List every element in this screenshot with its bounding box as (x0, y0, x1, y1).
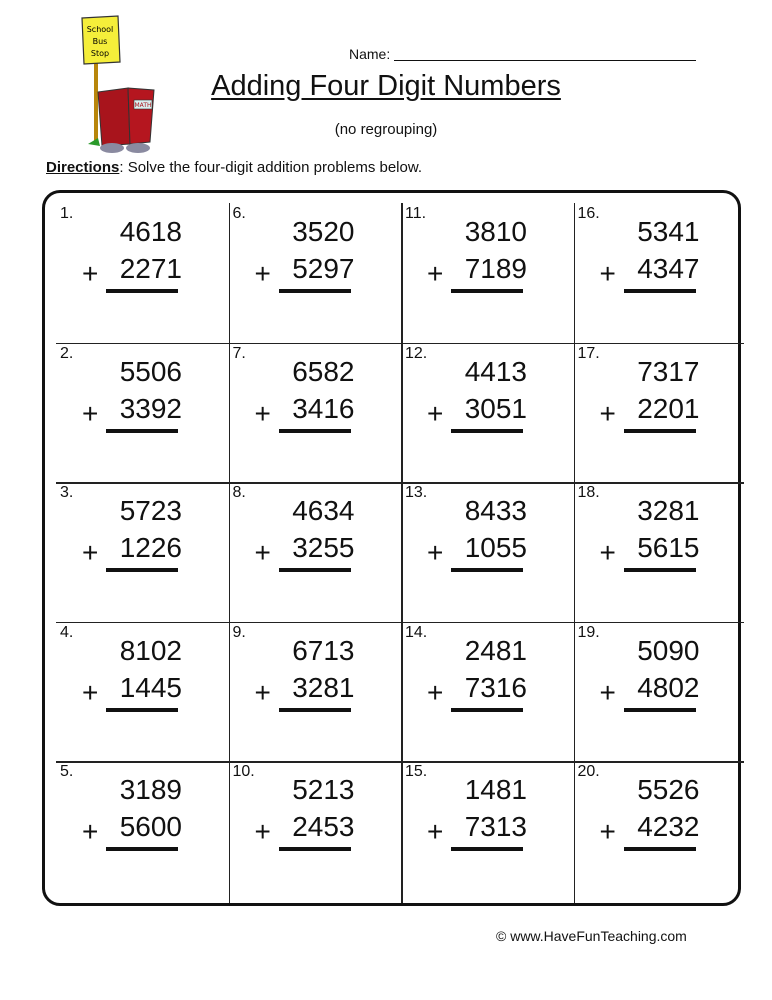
page-subtitle: (no regrouping) (334, 121, 438, 138)
plus-sign: + (254, 537, 271, 568)
problem-cell[interactable] (229, 203, 401, 342)
answer-line (624, 289, 696, 293)
problem-cell[interactable] (56, 343, 228, 482)
answer-line (624, 708, 696, 712)
addend-top: 6713 (292, 634, 355, 666)
problem-number: 20. (577, 763, 600, 780)
addend-top: 6582 (292, 355, 355, 387)
addend-bottom: 3416 (292, 392, 355, 424)
answer-line (106, 568, 178, 572)
problem-number: 5. (60, 763, 74, 780)
answer-line (624, 568, 696, 572)
addend-top: 3810 (464, 216, 527, 247)
answer-line (624, 847, 696, 851)
addend-bottom: 3051 (464, 392, 527, 424)
addend-top: 3520 (292, 216, 355, 247)
problem-cell[interactable] (574, 343, 746, 482)
addend-bottom: 3281 (292, 671, 355, 703)
addend-bottom: 4802 (637, 671, 700, 703)
plus-sign: + (254, 258, 271, 289)
addend-top: 8102 (119, 634, 182, 666)
problem-number: 19. (577, 623, 600, 641)
problem-number: 10. (232, 763, 255, 780)
answer-line (451, 847, 523, 851)
problem-number: 18. (577, 484, 600, 501)
answer-line (451, 289, 523, 293)
problem-cell[interactable] (401, 343, 573, 482)
problem-cell[interactable] (401, 761, 573, 900)
addend-top: 5723 (119, 495, 182, 526)
sign-text-1: School (86, 25, 114, 34)
plus-sign: + (427, 816, 444, 847)
plus-sign: + (82, 816, 99, 847)
svg-text:Bus: Bus (92, 37, 108, 46)
answer-line (451, 568, 523, 572)
problem-number: 2. (60, 344, 74, 362)
name-blank-line[interactable] (394, 60, 696, 61)
problem-cell[interactable] (574, 203, 746, 342)
problem-number: 6. (232, 205, 246, 222)
addend-bottom: 5297 (292, 253, 355, 284)
problem-number: 9. (232, 623, 246, 641)
plus-sign: + (82, 676, 99, 708)
answer-line (279, 708, 351, 712)
plus-sign: + (427, 676, 444, 708)
plus-sign: + (82, 537, 99, 568)
problem-cell[interactable] (574, 622, 746, 761)
addend-bottom: 5600 (119, 811, 182, 842)
problem-number: 1. (60, 205, 74, 222)
name-label: Name: (349, 46, 391, 62)
answer-line (451, 429, 523, 433)
plus-sign: + (427, 397, 444, 429)
problem-number: 4. (60, 623, 74, 641)
plus-sign: + (254, 816, 271, 847)
addend-top: 1481 (464, 774, 527, 805)
plus-sign: + (254, 397, 271, 429)
problem-cell[interactable] (574, 761, 746, 900)
plus-sign: + (427, 258, 444, 289)
addend-top: 5526 (637, 774, 700, 805)
addend-bottom: 1226 (119, 532, 182, 563)
answer-line (106, 289, 178, 293)
problem-cell[interactable] (56, 622, 228, 761)
directions (46, 159, 422, 176)
addend-top: 7317 (637, 355, 700, 387)
problem-number: 8. (232, 484, 246, 501)
answer-line (279, 847, 351, 851)
answer-line (279, 568, 351, 572)
problem-number: 15. (405, 763, 428, 780)
addend-top: 8433 (464, 495, 527, 526)
answer-line (451, 708, 523, 712)
addend-bottom: 2201 (637, 392, 700, 424)
problem-cell[interactable] (229, 761, 401, 900)
addend-bottom: 7189 (464, 253, 527, 284)
plus-sign: + (82, 258, 99, 289)
plus-sign: + (254, 676, 271, 708)
answer-line (279, 429, 351, 433)
addend-top: 5341 (637, 216, 700, 247)
problem-number: 16. (577, 205, 600, 222)
plus-sign: + (427, 537, 444, 568)
problem-number: 3. (60, 484, 74, 501)
addend-top: 3189 (119, 774, 182, 805)
problem-number: 13. (405, 484, 428, 501)
addend-bottom: 3392 (119, 392, 182, 424)
addend-bottom: 2271 (119, 253, 182, 284)
directions-label: Directions (46, 159, 120, 176)
plus-sign: + (599, 537, 616, 568)
answer-line (279, 289, 351, 293)
problem-number: 12. (405, 344, 428, 362)
page-title: Adding Four Digit Numbers (211, 70, 561, 102)
addend-bottom: 5615 (637, 532, 700, 563)
problem-cell[interactable] (56, 761, 228, 900)
plus-sign: + (599, 816, 616, 847)
problem-cell[interactable] (56, 203, 228, 342)
addend-top: 5213 (292, 774, 355, 805)
problem-number: 17. (577, 344, 600, 362)
problem-number: 7. (232, 344, 246, 362)
directions-text: : Solve the four-digit addition problems below. (119, 159, 423, 176)
addend-bottom: 1055 (464, 532, 527, 563)
addend-bottom: 7313 (464, 811, 527, 842)
addend-bottom: 2453 (292, 811, 355, 842)
addend-bottom: 4232 (637, 811, 700, 842)
copyright-footer: © www.HaveFunTeaching.com (496, 928, 687, 944)
problem-cell[interactable] (56, 482, 228, 621)
addend-top: 2481 (464, 634, 527, 666)
plus-sign: + (599, 397, 616, 429)
problem-cell[interactable] (229, 482, 401, 621)
addend-bottom: 4347 (637, 253, 700, 284)
svg-text:Stop: Stop (90, 49, 110, 58)
problem-number: 14. (405, 623, 428, 641)
answer-line (624, 429, 696, 433)
problems-box (42, 190, 741, 906)
answer-line (106, 847, 178, 851)
addend-bottom: 1445 (119, 671, 182, 703)
addend-top: 4413 (464, 355, 527, 387)
addend-top: 5506 (119, 355, 182, 387)
problems-grid (56, 203, 746, 903)
answer-line (106, 429, 178, 433)
addend-bottom: 7316 (464, 671, 527, 703)
plus-sign: + (599, 258, 616, 289)
problem-cell[interactable] (401, 203, 573, 342)
addend-top: 5090 (637, 634, 700, 666)
problem-cell[interactable] (229, 343, 401, 482)
answer-line (106, 708, 178, 712)
addend-top: 4634 (292, 495, 355, 526)
problem-cell[interactable] (574, 482, 746, 621)
name-field[interactable] (349, 46, 696, 62)
addend-top: 3281 (637, 495, 700, 526)
addend-top: 4618 (119, 216, 182, 247)
problem-number: 11. (405, 205, 427, 222)
problem-cell[interactable] (401, 482, 573, 621)
problem-cell[interactable] (229, 622, 401, 761)
svg-text:MATH: MATH (134, 102, 152, 109)
problem-cell[interactable] (401, 622, 573, 761)
plus-sign: + (82, 397, 99, 429)
plus-sign: + (599, 676, 616, 708)
addend-bottom: 3255 (292, 532, 355, 563)
